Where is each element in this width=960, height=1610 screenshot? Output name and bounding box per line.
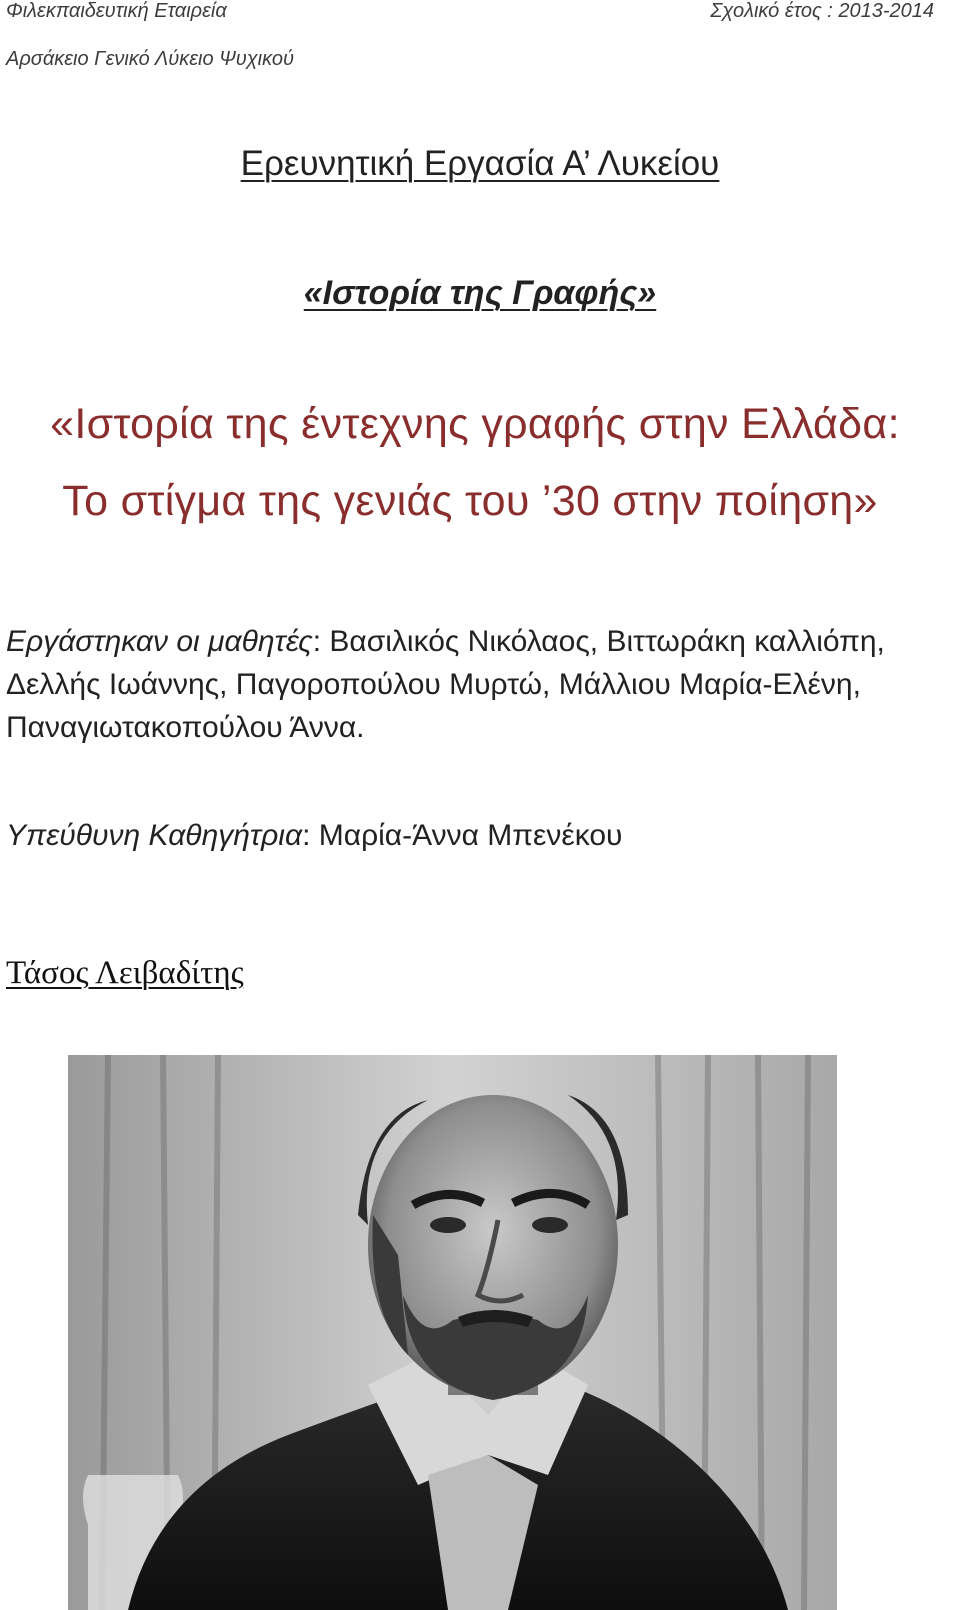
topic-line-2: Το στίγμα της γενιάς του ’30 στην ποίηση»: [62, 477, 878, 525]
poet-name: Τάσος Λειβαδίτης: [6, 955, 244, 991]
teacher-name: : Μαρία-Άννα Μπενέκου: [302, 819, 623, 852]
portrait-illustration: [68, 1055, 837, 1610]
teacher-line: [6, 814, 936, 857]
school-year: Σχολικό έτος : 2013-2014: [710, 0, 934, 22]
organization-name: Φιλεκπαιδευτική Εταιρεία: [6, 0, 227, 22]
students-names: : Βασιλικός Νικόλαος, Βιττωράκη καλλιόπη, Δελλής Ιωάννης, Παγοροπούλου Μυρτώ, Μάλλιου Μαρία-Ελένη, Παναγιωτακοπούλου Άννα.: [6, 625, 885, 744]
teacher-label: Υπεύθυνη Καθηγήτρια: [6, 819, 303, 852]
students-paragraph: [6, 620, 936, 749]
topic-line-1: «Ιστορία της έντεχνης γραφής στην Ελλάδα:: [50, 400, 900, 448]
poet-portrait-photo: [68, 1055, 837, 1610]
students-label: Εργάστηκαν οι μαθητές: [6, 625, 313, 658]
subject-title: [0, 274, 960, 313]
school-name: Αρσάκειο Γενικό Λύκειο Ψυχικού: [6, 48, 294, 70]
report-type-title: [0, 144, 960, 184]
report-type-text: Ερευνητική Εργασία Α’ Λυκείου: [240, 144, 720, 183]
subject-text: «Ιστορία της Γραφής»: [303, 274, 657, 312]
